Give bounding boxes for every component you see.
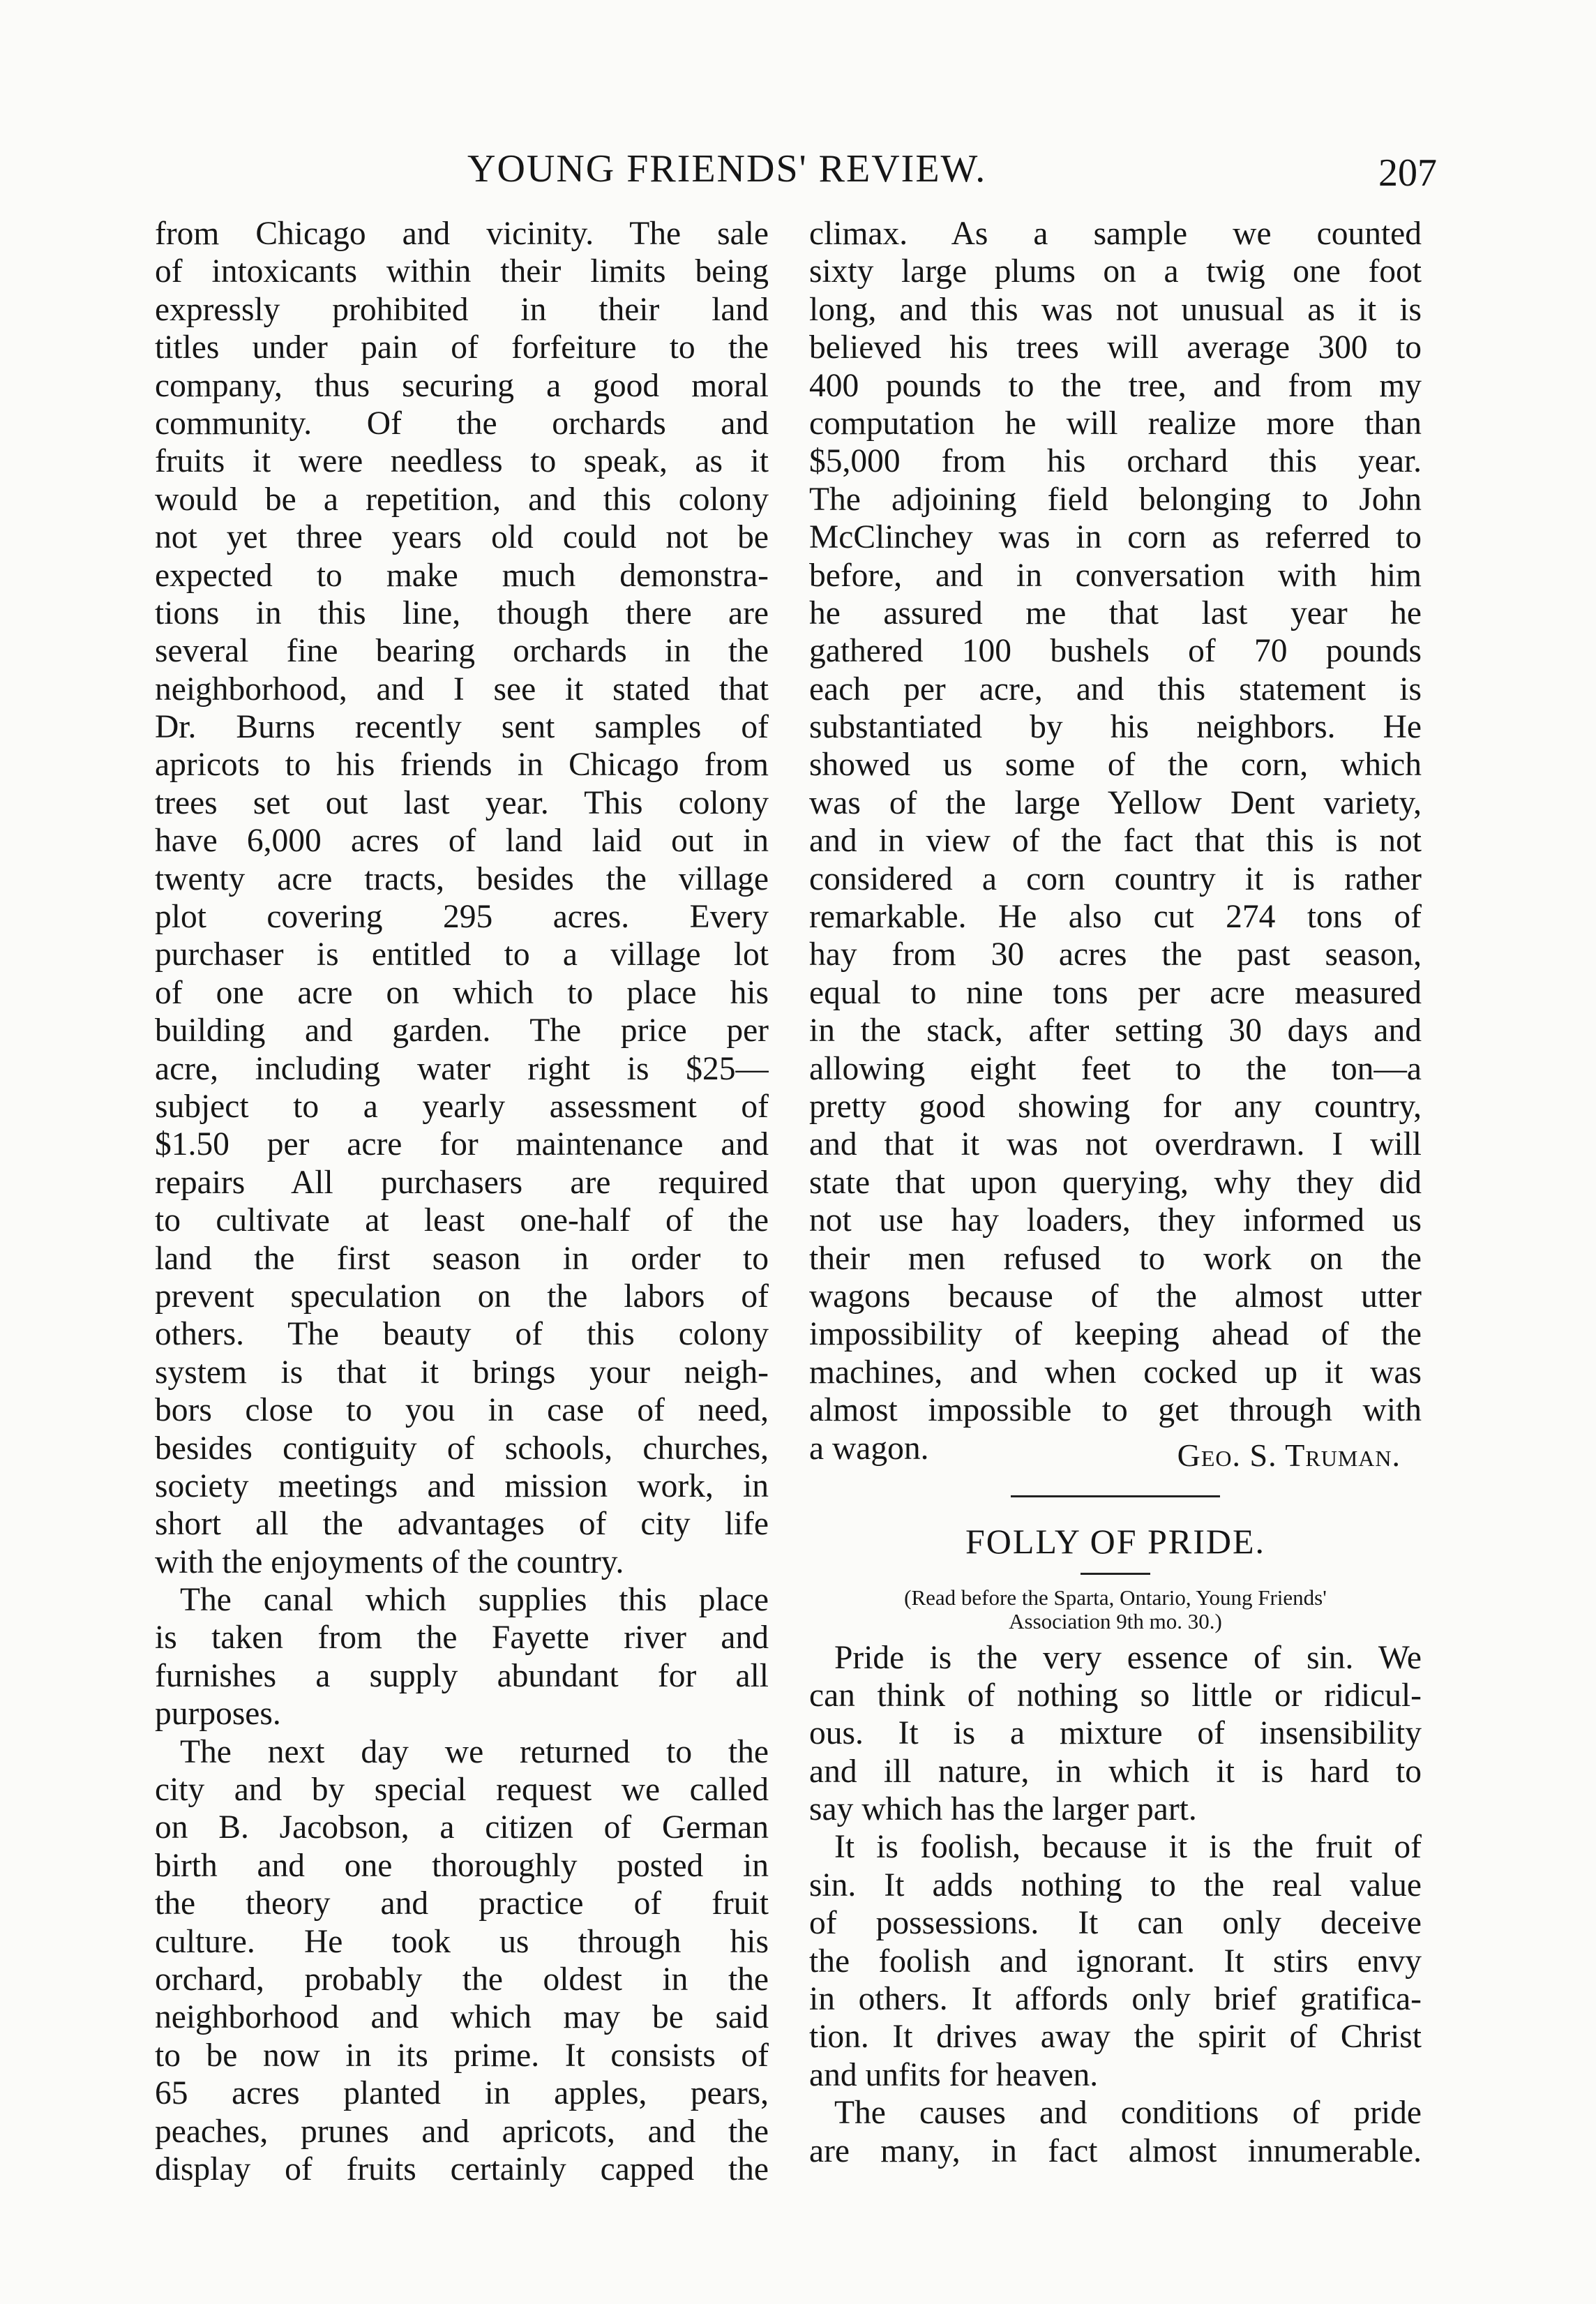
- text-line: of possessions. It can only deceive: [809, 1905, 1422, 1942]
- text-line: community. Of the orchards and: [155, 405, 769, 442]
- text-line: remarkable. He also cut 274 tons of: [809, 899, 1422, 936]
- text-line: is taken from the Fayette river and: [155, 1619, 769, 1656]
- text-line: to be now in its prime. It consists of: [155, 2037, 769, 2074]
- text-line: furnishes a supply abundant for all: [155, 1657, 769, 1694]
- text-line: fruits it were needless to speak, as it: [155, 443, 769, 480]
- text-line: machines, and when cocked up it was: [809, 1354, 1422, 1391]
- right-column: [809, 215, 1422, 2170]
- paragraph: [809, 1639, 1422, 1829]
- text-line: 400 pounds to the tree, and from my: [809, 367, 1422, 404]
- text-line: sixty large plums on a twig one foot: [809, 253, 1422, 290]
- paragraph: [809, 1828, 1422, 2094]
- text-line: long, and this was not unusual as it is: [809, 291, 1422, 328]
- text-line: showed us some of the corn, which: [809, 747, 1422, 784]
- text-line: allowing eight feet to the ton—a: [809, 1050, 1422, 1087]
- text-line: and that it was not overdrawn. I will: [809, 1126, 1422, 1163]
- text-line: computation he will realize more than: [809, 405, 1422, 442]
- paragraph: [809, 215, 1422, 1474]
- text-line: Pride is the very essence of sin. We: [834, 1639, 1422, 1676]
- text-line: gathered 100 bushels of 70 pounds: [809, 633, 1422, 670]
- text-line: and ill nature, in which it is hard to: [809, 1753, 1422, 1790]
- text-line: hay from 30 acres the past season,: [809, 936, 1422, 973]
- text-line: company, thus securing a good moral: [155, 367, 769, 404]
- title-underline: [1081, 1573, 1150, 1575]
- text-line: with the enjoyments of the country.: [155, 1543, 624, 1580]
- text-line: McClinchey was in corn as referred to: [809, 519, 1422, 556]
- text-line: twenty acre tracts, besides the village: [155, 860, 769, 897]
- text-line: several fine bearing orchards in the: [155, 633, 769, 670]
- signature-line: [809, 1430, 1422, 1474]
- author-signature: Geo. S. Truman.: [1177, 1437, 1401, 1473]
- text-line: titles under pain of forfeiture to the: [155, 329, 769, 366]
- text-line: neighborhood and which may be said: [155, 1999, 769, 2036]
- text-line: not yet three years old could not be: [155, 519, 769, 556]
- text-line: expected to make much demonstra-: [155, 557, 769, 594]
- text-line: equal to nine tons per acre measured: [809, 974, 1422, 1011]
- text-line: state that upon querying, why they did: [809, 1164, 1422, 1201]
- text-line: wagons because of the almost utter: [809, 1278, 1422, 1315]
- text-line: and unfits for heaven.: [809, 2056, 1099, 2093]
- text-line: not use hay loaders, they informed us: [809, 1202, 1422, 1239]
- paragraph: [155, 1733, 769, 2189]
- text-line: tion. It drives away the spirit of Christ: [809, 2019, 1422, 2056]
- text-line: the foolish and ignorant. It stirs envy: [809, 1943, 1422, 1980]
- text-line: say which has the larger part.: [809, 1791, 1197, 1828]
- text-line: sin. It adds nothing to the real value: [809, 1867, 1422, 1903]
- note-line: Association 9th mo. 30.): [1009, 1608, 1222, 1633]
- text-line: are many, in fact almost innumerable.: [809, 2132, 1422, 2169]
- text-line: on B. Jacobson, a citizen of German: [155, 1809, 769, 1846]
- text-line: $1.50 per acre for maintenance and: [155, 1126, 769, 1163]
- text-line: purchaser is entitled to a village lot: [155, 936, 769, 973]
- text-line: 65 acres planted in apples, pears,: [155, 2075, 769, 2112]
- text-line: was of the large Yellow Dent variety,: [809, 784, 1422, 821]
- text-line: purposes.: [155, 1696, 281, 1733]
- text-line: a wagon.: [809, 1430, 929, 1467]
- text-line: considered a corn country it is rather: [809, 860, 1422, 897]
- text-line: acre, including water right is $25—: [155, 1050, 769, 1087]
- section-divider: [1011, 1495, 1220, 1497]
- text-line: repairs All purchasers are required: [155, 1164, 769, 1201]
- text-line: tions in this line, though there are: [155, 594, 769, 631]
- text-line: $5,000 from his orchard this year.: [809, 443, 1422, 480]
- text-line: of intoxicants within their limits being: [155, 253, 769, 290]
- text-line: birth and one thoroughly posted in: [155, 1847, 769, 1884]
- text-line: believed his trees will average 300 to: [809, 329, 1422, 366]
- text-line: system is that it brings your neigh-: [155, 1354, 769, 1391]
- text-line: expressly prohibited in their land: [155, 291, 769, 328]
- text-line: bors close to you in case of need,: [155, 1392, 769, 1429]
- text-line: peaches, prunes and apricots, and the: [155, 2113, 769, 2150]
- text-line: prevent speculation on the labors of: [155, 1278, 769, 1315]
- text-line: almost impossible to get through with: [809, 1392, 1422, 1429]
- text-line: besides contiguity of schools, churches,: [155, 1430, 769, 1467]
- page-number: 207: [1378, 151, 1437, 195]
- text-line: pretty good showing for any country,: [809, 1088, 1422, 1125]
- text-line: culture. He took us through his: [155, 1923, 769, 1960]
- text-line: impossibility of keeping ahead of the: [809, 1316, 1422, 1353]
- text-line: The causes and conditions of pride: [834, 2095, 1422, 2132]
- running-title: YOUNG FRIENDS' REVIEW.: [467, 147, 987, 190]
- text-line: It is foolish, because it is the fruit of: [834, 1829, 1422, 1866]
- text-line: trees set out last year. This colony: [155, 784, 769, 821]
- text-line: The adjoining field belonging to John: [809, 481, 1422, 518]
- note-line: (Read before the Sparta, Ontario, Young Friends': [904, 1585, 1327, 1610]
- text-line: climax. As a sample we counted: [809, 216, 1422, 252]
- text-line: have 6,000 acres of land laid out in: [155, 823, 769, 860]
- paragraph: [155, 215, 769, 1581]
- text-line: and in view of the fact that this is not: [809, 823, 1422, 860]
- page-header: [140, 147, 1437, 202]
- paragraph: [155, 1581, 769, 1733]
- text-line: neighborhood, and I see it stated that: [155, 671, 769, 708]
- text-line: Dr. Burns recently sent samples of: [155, 709, 769, 746]
- text-line: orchard, probably the oldest in the: [155, 1961, 769, 1998]
- text-line: apricots to his friends in Chicago from: [155, 747, 769, 784]
- text-line: in the stack, after setting 30 days and: [809, 1012, 1422, 1049]
- text-line: The canal which supplies this place: [180, 1582, 769, 1619]
- text-line: subject to a yearly assessment of: [155, 1088, 769, 1125]
- text-line: before, and in conversation with him: [809, 557, 1422, 594]
- text-line: short all the advantages of city life: [155, 1506, 769, 1543]
- text-line: substantiated by his neighbors. He: [809, 709, 1422, 746]
- text-line: building and garden. The price per: [155, 1012, 769, 1049]
- section-title: FOLLY OF PRIDE.: [965, 1521, 1266, 1561]
- text-line: each per acre, and this statement is: [809, 671, 1422, 708]
- text-line: others. The beauty of this colony: [155, 1316, 769, 1353]
- text-line: can think of nothing so little or ridicul-: [809, 1677, 1422, 1714]
- text-line: he assured me that last year he: [809, 594, 1422, 631]
- text-line: display of fruits certainly capped the: [155, 2150, 769, 2187]
- section-note: [809, 1586, 1422, 1633]
- text-line: society meetings and mission work, in: [155, 1467, 769, 1504]
- text-line: ous. It is a mixture of insensibility: [809, 1715, 1422, 1752]
- text-line: the theory and practice of fruit: [155, 1885, 769, 1922]
- text-line: from Chicago and vicinity. The sale: [155, 216, 769, 252]
- text-line: plot covering 295 acres. Every: [155, 899, 769, 936]
- text-line: of one acre on which to place his: [155, 974, 769, 1011]
- paragraph: [809, 2094, 1422, 2170]
- text-line: their men refused to work on the: [809, 1240, 1422, 1277]
- left-column: [155, 215, 769, 2188]
- text-line: The next day we returned to the: [180, 1733, 769, 1770]
- text-line: land the first season in order to: [155, 1240, 769, 1277]
- text-line: would be a repetition, and this colony: [155, 481, 769, 518]
- text-line: city and by special request we called: [155, 1772, 769, 1809]
- text-line: to cultivate at least one-half of the: [155, 1202, 769, 1239]
- text-line: in others. It affords only brief gratifica-: [809, 1981, 1422, 2018]
